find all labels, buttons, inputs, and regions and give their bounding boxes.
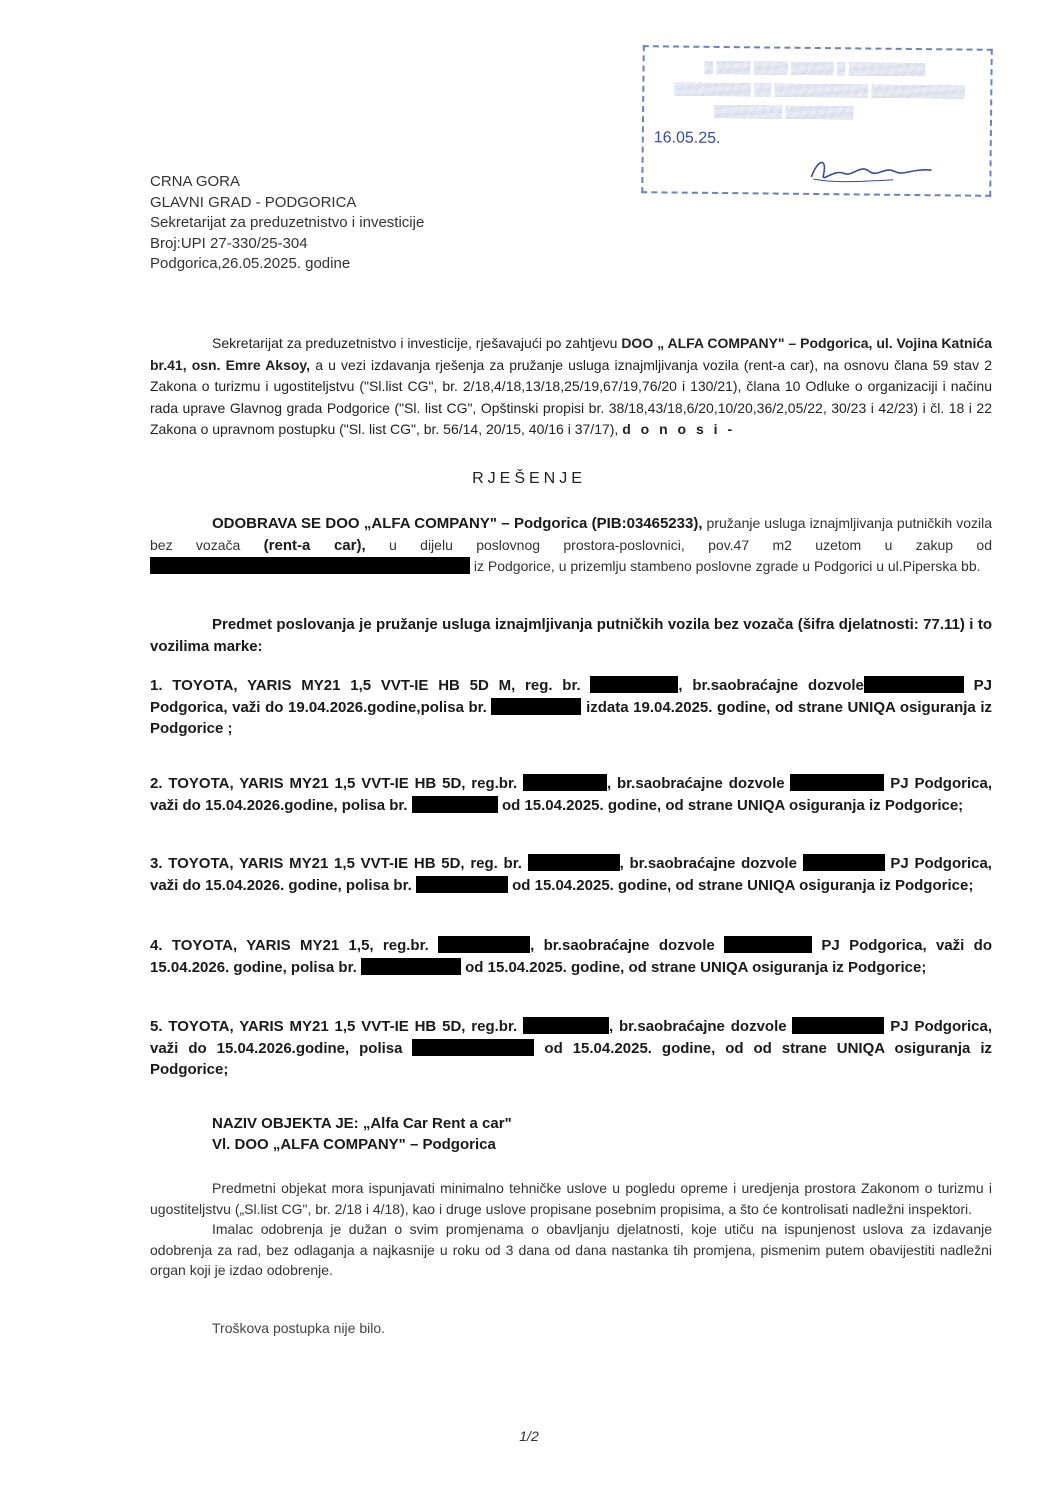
redacted-permit-number bbox=[724, 936, 812, 953]
vehicle-4-permit-label: , br.saobraćajne dozvole bbox=[530, 937, 725, 954]
intro-text-1: Sekretarijat za preduzetnistvo i investicije, rješavajući po zahtjevu bbox=[212, 335, 622, 351]
header-date: Podgorica,26.05.2025. godine bbox=[150, 255, 351, 272]
vehicle-2-permit-label: , br.saobraćajne dozvole bbox=[607, 775, 791, 792]
vehicle-5-model: 5. TOYOTA, YARIS MY21 1,5 VVT-IE HB 5D, reg.br. bbox=[150, 1018, 523, 1035]
vehicle-3-insurance: od 15.04.2025. godine, od strane UNIQA osiguranja iz Podgorice; bbox=[507, 876, 974, 894]
vehicle-3-validity: PJ Podgorica, važi do 15.04.2026. godine, polisa br. bbox=[150, 855, 992, 894]
stamp-date: 16.05.25. bbox=[653, 129, 721, 147]
redacted-permit-number bbox=[790, 774, 884, 791]
vehicle-4-insurance: od 15.04.2025. godine, od strane UNIQA osiguranja iz Podgorice; bbox=[460, 958, 927, 976]
intro-text-2: a u vezi izdavanja rješenja za pružanje usluga iznajmljivanja vozila (rent-a car), na osnovu člana 59 stav 2 Zakona o turizmu i ugostiteljstvu ("Sl.list CG", br. 2/18,4/18,13/18,25/19,67/19,76/20 i 130/21), člana 10 Odluke o organizaciji i načinu rada uprave Glavnog grada Podgorice ("Sl. list CG", Opštinski propisi br. 38/18,43/18,6/20,10/20,36/2,05/22, 30/23 i 42/23) i čl. 18 i 22 Zakona o upravnom postupku ("Sl. list CG", br. 56/14, 20/15, 40/16 i 37/17), bbox=[150, 356, 992, 437]
redacted-policy-number bbox=[491, 698, 581, 715]
vehicle-5-validity: PJ Podgorica, važi do 15.04.2026.godine, polisa bbox=[150, 1018, 992, 1057]
approval-paragraph bbox=[150, 513, 992, 578]
stamp-line-2: ▒▒▒▒▒▒▒▒▒ ▒▒ ▒▒▒▒▒▒▒▒▒▒▒ ▒▒▒▒▒▒▒▒▒▒▒ bbox=[674, 81, 965, 99]
header-city: GLAVNI GRAD - PODGORICA bbox=[150, 193, 357, 211]
redacted-reg-number bbox=[438, 936, 530, 953]
redacted-reg-number bbox=[523, 774, 607, 791]
requirements-paragraph: Predmetni objekat mora ispunjavati minimalno tehničke uslove u pogledu opreme i uredjenja prostora Zakonom o turizmu i ugostiteljstvu („Sl.list CG", br. 2/18 i 4/18), kao i druge uslove propisane posebnim propisima, a što će kontrolisati nadležni inspektori. bbox=[150, 1180, 992, 1217]
redacted-policy-number bbox=[361, 958, 461, 975]
redacted-permit-number bbox=[803, 854, 885, 871]
vehicle-2-model: 2. TOYOTA, YARIS MY21 1,5 VVT-IE HB 5D, reg.br. bbox=[150, 775, 523, 792]
closing-paragraphs bbox=[150, 1178, 992, 1281]
facility-owner: Vl. DOO „ALFA COMPANY" – Podgorica bbox=[212, 1136, 496, 1153]
vehicle-item-2 bbox=[150, 773, 992, 816]
approval-text-2: u dijelu poslovnog prostora-poslovnici, pov.47 m2 uzetom u zakup od bbox=[365, 536, 992, 553]
facility-name: NAZIV OBJEKTA JE: „Alfa Car Rent a car" bbox=[212, 1115, 512, 1132]
business-subject-paragraph bbox=[150, 614, 992, 657]
vehicle-1-permit-label: , br.saobraćajne dozvole bbox=[678, 677, 864, 694]
vehicle-1-validity: PJ Podgorica, važi do 19.04.2026.godine,polisa br. bbox=[150, 677, 992, 716]
vehicle-5-permit-label: , br.saobraćajne dozvole bbox=[609, 1018, 793, 1035]
costs-note: Troškova postupka nije bilo. bbox=[212, 1320, 386, 1336]
vehicle-4-model: 4. TOYOTA, YARIS MY21 1,5, reg.br. bbox=[150, 937, 439, 954]
signature-icon bbox=[803, 149, 943, 190]
vehicle-item-5 bbox=[150, 1016, 992, 1081]
header-department: Sekretarijat za preduzetnistvo i investicije bbox=[150, 214, 425, 231]
intro-company: DOO „ ALFA COMPANY" – Podgorica, ul. Vojina Katnića br.41, osn. Emre Aksoy, bbox=[150, 335, 992, 373]
redacted-reg-number bbox=[590, 676, 678, 693]
vehicle-2-insurance: od 15.04.2025. godine, od strane UNIQA osiguranja iz Podgorice; bbox=[497, 796, 964, 814]
vehicle-1-insurance: izdata 19.04.2025. godine, od strane UNIQA osiguranja iz Podgorice ; bbox=[150, 698, 993, 737]
redacted-permit-number bbox=[864, 676, 964, 693]
vehicle-3-permit-label: , br.saobraćajne dozvole bbox=[619, 855, 803, 872]
business-subject-text: Predmet poslovanja je pružanje usluga iznajmljivanja putničkih vozila bez vozača (šifra djelatnosti: 77.11) i to vozilima marke: bbox=[150, 616, 992, 655]
approval-text-1: pružanje usluga iznajmljivanja putničkih vozila bez vozača bbox=[150, 515, 992, 553]
registry-stamp bbox=[641, 45, 993, 197]
redacted-lessor bbox=[150, 557, 470, 574]
redacted-permit-number bbox=[792, 1017, 884, 1034]
stamp-line-1: ▒ ▒▒▒▒ ▒▒▒▒ ▒▒▒▒▒ ▒ ▒▒▒▒▒▒▒▒▒ bbox=[704, 59, 926, 77]
stamp-line-3: ▒▒▒▒▒▒▒▒ ▒▒▒▒▒▒▒▒ bbox=[714, 103, 854, 120]
vehicle-1-model: 1. TOYOTA, YARIS MY21 1,5 VVT-IE HB 5D M, reg. br. bbox=[150, 677, 591, 694]
redacted-reg-number bbox=[528, 854, 620, 871]
vehicle-4-validity: PJ Podgorica, važi do 15.04.2026. godine, polisa br. bbox=[150, 937, 992, 976]
redacted-policy-number bbox=[416, 876, 508, 893]
header-case-number: Broj:UPI 27-330/25-304 bbox=[150, 234, 308, 252]
vehicle-item-4 bbox=[150, 935, 992, 978]
vehicle-2-validity: PJ Podgorica, važi do 15.04.2026.godine, polisa br. bbox=[150, 775, 992, 814]
intro-donosi: d o n o s i - bbox=[622, 421, 736, 437]
page-number: 1/2 bbox=[519, 1428, 539, 1444]
redacted-policy-number bbox=[412, 796, 498, 813]
vehicle-item-3 bbox=[150, 853, 992, 896]
approval-rentacar: (rent-a car), bbox=[263, 536, 366, 554]
facility-name-block bbox=[212, 1113, 512, 1155]
vehicle-3-model: 3. TOYOTA, YARIS MY21 1,5 VVT-IE HB 5D, reg. br. bbox=[150, 855, 528, 872]
decision-title: RJEŠENJE bbox=[472, 470, 586, 487]
vehicle-5-insurance: od 15.04.2025. godine, od od strane UNIQA osiguranja iz Podgorice; bbox=[150, 1039, 992, 1078]
approval-company: ODOBRAVA SE DOO „ALFA COMPANY" – Podgorica (PIB:03465233), bbox=[212, 515, 703, 532]
redacted-reg-number bbox=[523, 1017, 609, 1034]
header-country: CRNA GORA bbox=[150, 173, 241, 190]
approval-text-3: iz Podgorice, u prizemlju stambeno poslovne zgrade u Podgorici u ul.Piperska bb. bbox=[470, 558, 981, 574]
obligations-paragraph: Imalac odobrenja je dužan o svim promjenama o obavljanju djelatnosti, koje utiču na ispunjenost uslova za izdavanje odobrenja za rad, bez odlaganja a najkasnije u roku od 3 dana od dana nastanka tih promjena, pismenim putem obavijestiti nadležni organ koji je izdao odobrenje. bbox=[150, 1221, 992, 1278]
vehicle-item-1 bbox=[150, 675, 992, 740]
intro-paragraph bbox=[150, 333, 992, 441]
redacted-policy-number bbox=[412, 1039, 534, 1056]
document-header bbox=[150, 172, 424, 275]
